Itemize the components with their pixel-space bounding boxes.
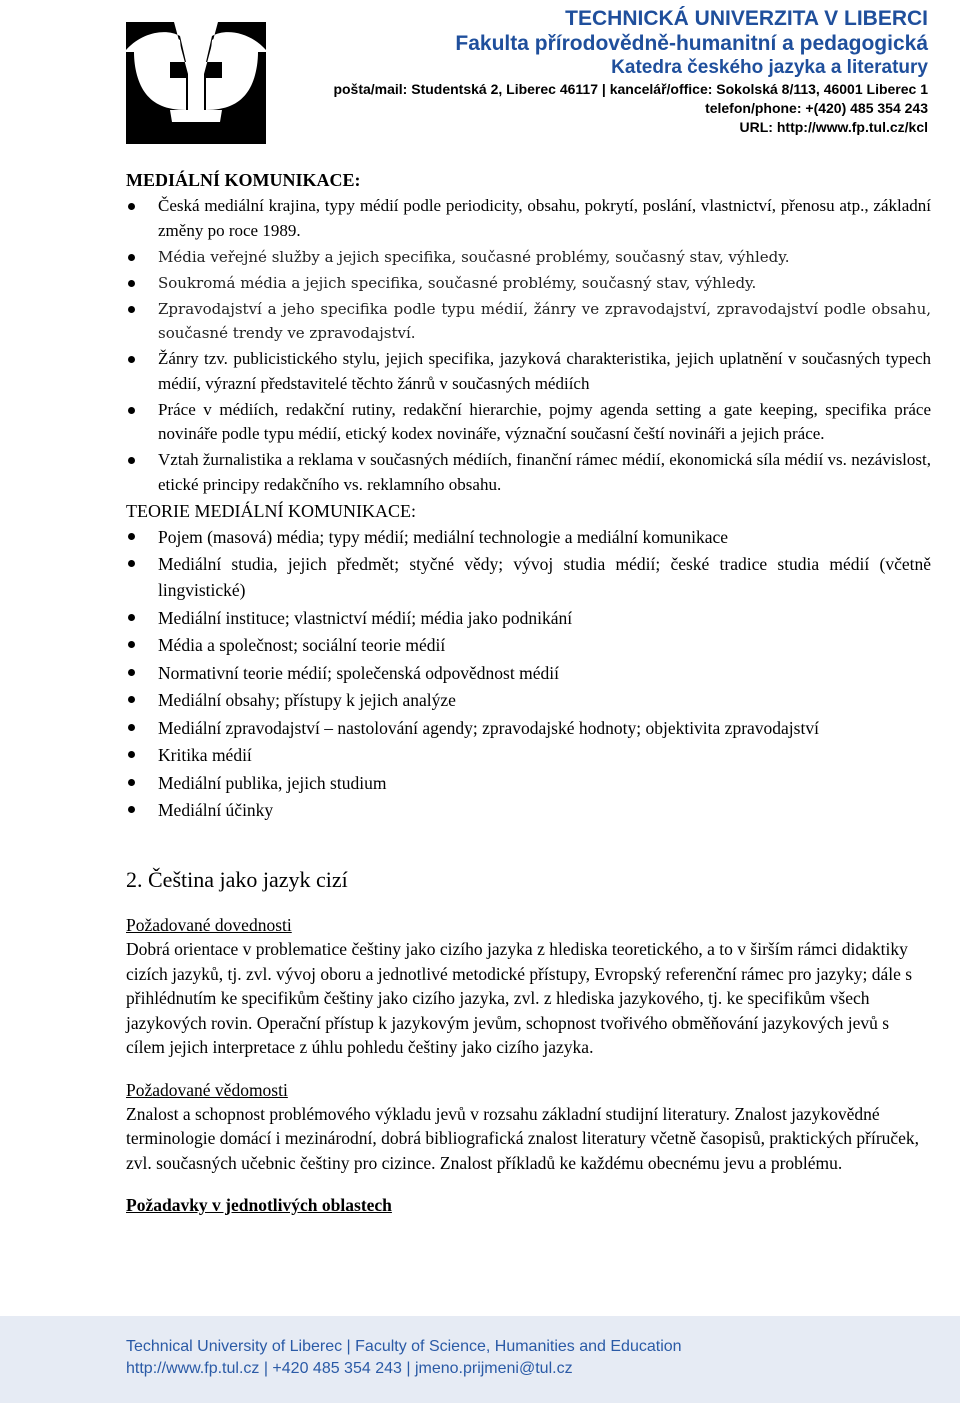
list-item: Mediální účinky — [126, 797, 931, 823]
letterhead — [333, 6, 928, 137]
paragraph-dovednosti: Dobrá orientace v problematice češtiny jako cizího jazyka z hlediska teoretického, a to v širším rámci didaktiky cizích jazyků, tj. zvl. vývoj oboru a jednotlivé metodické přístupy, Evropský referenční rámec pro jazyky; dále s přihlédnutím ke specifikům češtiny jako cizího jazyka, zvl. z hlediska jazykového, tj. ke specifikům všech jazykových rovin. Operační přístup k jazykovým jevům, schopnost tvořivého obměňování jazykových jevů s cílem jejich interpretace z úhlu pohledu češtiny jako cizího jazyka. — [126, 939, 913, 1057]
list-item: Česká mediální krajina, typy médií podle periodicity, obsahu, pokrytí, poslání, vlastnictví, přenosu atp., základní změny po roce 1989. — [126, 194, 931, 243]
footer-line-2: http://www.fp.tul.cz | +420 485 354 243 | jmeno.prijmeni@tul.cz — [126, 1360, 573, 1377]
list-item: Práce v médiích, redakční rutiny, redakční hierarchie, pojmy agenda setting a gate keeping, specifika práce novináře podle typu médií, etický kodex novináře, význační současní čeští novináři a jejich práce. — [126, 398, 931, 447]
subheading-dovednosti: Požadované dovednosti — [126, 915, 292, 935]
list-item: Média a společnost; sociální teorie médií — [126, 632, 931, 658]
footer-text — [126, 1336, 682, 1380]
list-item: Soukromá média a jejich specifika, současné problémy, současný stav, výhledy. — [126, 271, 931, 296]
footer-line-1: Technical University of Liberec | Faculty of Science, Humanities and Education — [126, 1338, 682, 1355]
address-line: pošta/mail: Studentská 2, Liberec 46117 | kancelář/office: Sokolská 8/113, 46001 Liberec 1 — [333, 81, 928, 97]
medialni-komunikace-list — [126, 194, 931, 497]
list-item: Mediální instituce; vlastnictví médií; média jako podnikání — [126, 605, 931, 631]
phone-line: telefon/phone: +(420) 485 354 243 — [705, 100, 928, 116]
document-body — [126, 166, 931, 1217]
page-footer — [0, 1316, 960, 1403]
list-item: Mediální studia, jejich předmět; styčné vědy; vývoj studia médií; české tradice studia médií (včetně lingvistické) — [126, 551, 931, 603]
list-item: Vztah žurnalistika a reklama v současných médiích, finanční rámec médií, ekonomická síla médií vs. nezávislost, etické principy redakčního vs. reklamního obsahu. — [126, 448, 931, 497]
list-item: Zpravodajství a jeho specifika podle typu médií, žánry ve zpravodajství, zpravodajství podle obsahu, současné trendy ve zpravodajství. — [126, 297, 931, 346]
paragraph-vedomosti: Znalost a schopnost problémového výkladu jevů v rozsahu základní studijní literatury. Znalost jazykovědné terminologie domácí i mezinárodní, dobrá bibliografická znalost literatury včetně časopisů, praktických příruček, zvl. současných učebnic češtiny pro cizince. Znalost příkladů ke každému obecnému jevu a problému. — [126, 1103, 920, 1173]
list-item: Média veřejné služby a jejich specifika, současné problémy, současný stav, výhledy. — [126, 245, 931, 270]
section-title-medialni-komunikace: MEDIÁLNÍ KOMUNIKACE: — [126, 170, 361, 190]
list-item: Kritika médií — [126, 742, 931, 768]
university-logo-icon — [126, 22, 266, 144]
faculty-name: Fakulta přírodovědně-humanitní a pedagogická — [455, 32, 928, 55]
list-item: Mediální obsahy; přístupy k jejich analýze — [126, 687, 931, 713]
list-item: Normativní teorie médií; společenská odpovědnost médií — [126, 660, 931, 686]
university-name: TECHNICKÁ UNIVERZITA V LIBERCI — [565, 7, 928, 30]
subheading-pozadavky: Požadavky v jednotlivých oblastech — [126, 1195, 392, 1215]
list-item: Žánry tzv. publicistického stylu, jejich specifika, jazyková charakteristika, jejich uplatnění v současných typech médií, výrazní představitelé těchto žánrů v současných médiích — [126, 347, 931, 396]
department-name: Katedra českého jazyka a literatury — [611, 57, 928, 78]
subheading-vedomosti: Požadované vědomosti — [126, 1079, 288, 1100]
list-item: Mediální zpravodajství – nastolování agendy; zpravodajské hodnoty; objektivita zpravodajství — [126, 715, 931, 741]
section-heading-cestina: 2. Čeština jako jazyk cizí — [126, 867, 348, 892]
list-item: Mediální publika, jejich studium — [126, 770, 931, 796]
teorie-list — [126, 524, 931, 824]
url-line: URL: http://www.fp.tul.cz/kcl — [739, 119, 928, 135]
section-title-teorie: TEORIE MEDIÁLNÍ KOMUNIKACE: — [126, 500, 416, 521]
list-item: Pojem (masová) média; typy médií; mediální technologie a mediální komunikace — [126, 524, 931, 550]
